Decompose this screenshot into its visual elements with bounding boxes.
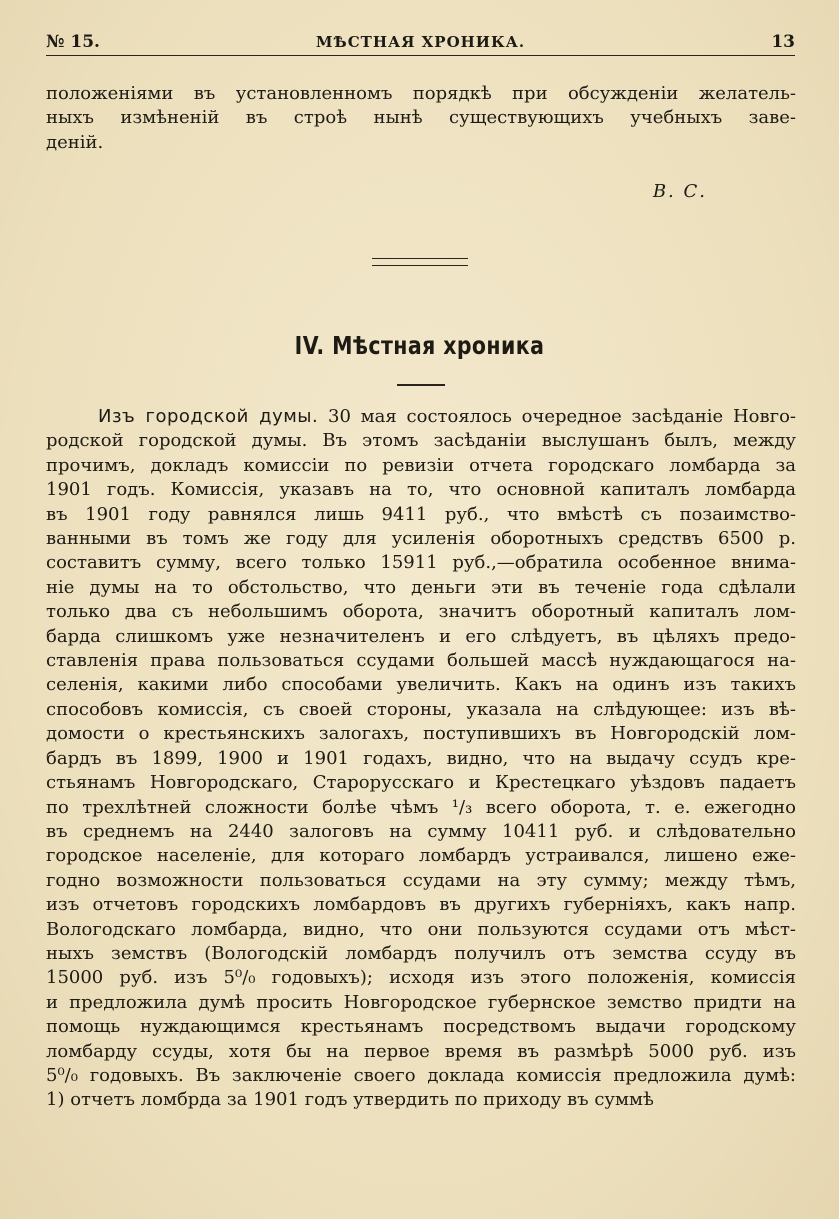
text-line: бардъ въ 1899, 1900 и 1901 годахъ, видно, что на выдачу ссудъ кре- bbox=[46, 747, 796, 769]
text-line: ломбарду ссуды, хотя бы на первое время въ размѣрѣ 5000 руб. изъ bbox=[46, 1040, 796, 1062]
text-line: составитъ сумму, всего только 15911 руб.,—обратила особенное внима- bbox=[46, 552, 796, 574]
text-line: городское населеніе, для котораго ломбардъ устраивался, лишено еже- bbox=[46, 845, 796, 867]
section-body bbox=[46, 405, 796, 1113]
text-line: деній. bbox=[46, 131, 104, 153]
text-line: годно возможности пользоваться ссудами на эту сумму; между тѣмъ, bbox=[46, 869, 796, 891]
author-signature: В. С. bbox=[652, 181, 707, 202]
run-in-heading: Изъ городской думы. bbox=[98, 406, 319, 427]
issue-number: № 15. bbox=[46, 32, 100, 52]
text-line: по трехлѣтней сложности болѣе чѣмъ ¹/₃ всего оборота, т. е. ежегодно bbox=[46, 796, 796, 818]
text-line: въ среднемъ на 2440 залоговъ на сумму 10411 руб. и слѣдовательно bbox=[46, 820, 796, 842]
header-rule bbox=[46, 55, 795, 56]
section-title: IV. Мѣстная хроника bbox=[294, 331, 545, 360]
text-line: помощь нуждающимся крестьянамъ посредствомъ выдачи городскому bbox=[46, 1016, 796, 1038]
text-line: 5⁰/₀ годовыхъ. Въ заключеніе своего доклада комиссія предложила думѣ: bbox=[46, 1064, 796, 1086]
text-line: ныхъ земствъ (Вологодскій ломбардъ получилъ отъ земства ссуду въ bbox=[46, 942, 796, 964]
text-line: ніе думы на то обстольство, что деньги эти въ теченіе года сдѣлали bbox=[46, 576, 796, 598]
text-line: Изъ городской думы. 30 мая состоялось очередное засѣданіе Новго- bbox=[98, 406, 796, 427]
text-line: въ 1901 году равнялся лишь 9411 руб., что вмѣстѣ съ позаимство- bbox=[46, 503, 796, 525]
text-line: изъ отчетовъ городскихъ ломбардовъ въ другихъ губерніяхъ, какъ напр. bbox=[46, 894, 796, 916]
text-line: барда слишкомъ уже незначителенъ и его слѣдуетъ, въ цѣляхъ предо- bbox=[46, 625, 796, 647]
text-line: ванными въ томъ же году для усиленія оборотныхъ средствъ 6500 р. bbox=[46, 528, 796, 550]
text-line: родской городской думы. Въ этомъ засѣданіи выслушанъ былъ, между bbox=[46, 430, 796, 452]
running-title: МѢСТНАЯ ХРОНИКА. bbox=[315, 33, 526, 51]
page-number: 13 bbox=[771, 32, 795, 52]
text-line: способовъ комиссія, съ своей стороны, указала на слѣдующее: изъ вѣ- bbox=[46, 698, 796, 720]
text-line: домости о крестьянскихъ залогахъ, поступившихъ въ Новгородскій лом- bbox=[46, 723, 796, 745]
title-rule bbox=[397, 384, 445, 386]
text-line: селенія, какими либо способами увеличить. Какъ на одинъ изъ такихъ bbox=[46, 674, 796, 696]
prev-section-text bbox=[46, 82, 796, 155]
section-divider bbox=[372, 258, 468, 266]
text-line: 15000 руб. изъ 5⁰/₀ годовыхъ); исходя изъ этого положенія, комиссія bbox=[46, 967, 796, 989]
text-line: только два съ небольшимъ оборота, значитъ оборотный капиталъ лом- bbox=[46, 601, 796, 623]
text-line: 1) отчетъ ломбрда за 1901 годъ утвердить по приходу въ суммѣ bbox=[46, 1089, 654, 1111]
text-line: Вологодскаго ломбарда, видно, что они пользуются ссудами отъ мѣст- bbox=[46, 918, 796, 940]
text-line: ныхъ измѣненій въ строѣ нынѣ существующихъ учебныхъ заве- bbox=[46, 107, 796, 129]
text-line: и предложила думѣ просить Новгородское губернское земство придти на bbox=[46, 991, 796, 1013]
text-line: прочимъ, докладъ комиссіи по ревизіи отчета городскаго ломбарда за bbox=[46, 454, 796, 476]
text-line: положеніями въ установленномъ порядкѣ при обсужденіи желатель- bbox=[46, 83, 796, 104]
text-line: стьянамъ Новгородскаго, Старорусскаго и Крестецкаго уѣздовъ падаетъ bbox=[46, 772, 796, 794]
text-line: ставленія права пользоваться ссудами большей массѣ нуждающагося на- bbox=[46, 650, 796, 672]
page-header bbox=[46, 30, 795, 56]
text-line: 1901 годъ. Комиссія, указавъ на то, что основной капиталъ ломбарда bbox=[46, 479, 796, 501]
